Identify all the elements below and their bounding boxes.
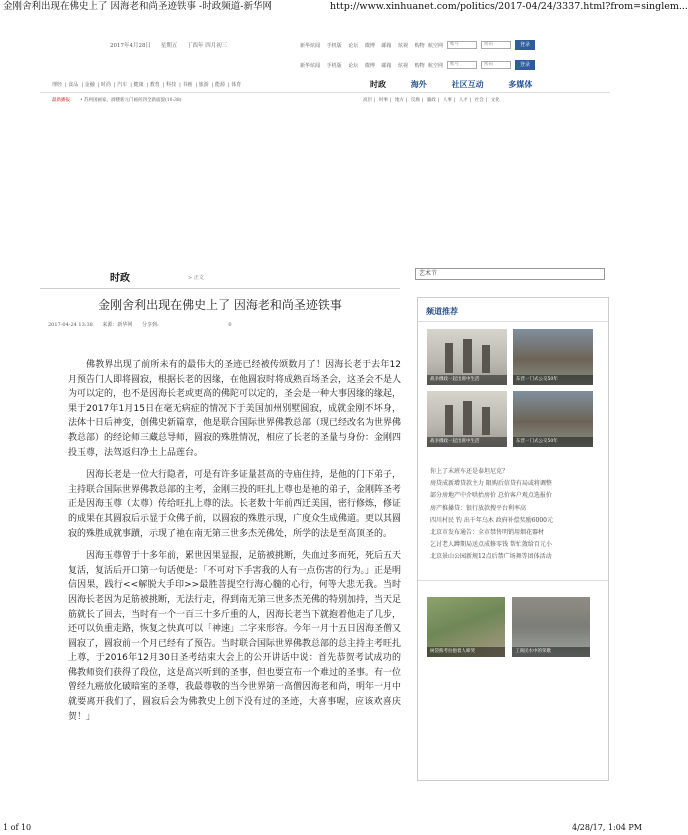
channel-title[interactable]: 时政 xyxy=(110,273,130,284)
category-link[interactable]: 教育 xyxy=(149,82,160,88)
category-link[interactable]: 时尚 xyxy=(100,82,111,88)
thumb-caption: 东营一门式公交50年 xyxy=(513,437,593,447)
top-link[interactable]: 微博 xyxy=(364,43,375,49)
top-link[interactable]: 炫视 xyxy=(398,43,409,49)
account-input[interactable]: 帐号 xyxy=(447,41,477,49)
sub-channel-link[interactable]: 反腐 xyxy=(410,98,420,103)
breaking-label: 最新播报： xyxy=(52,98,75,103)
channel-tab-multimedia[interactable]: 多媒体 xyxy=(508,80,533,89)
sub-channel-link[interactable]: 廉政 xyxy=(426,98,436,103)
sub-channel-link[interactable]: 地方 xyxy=(394,98,404,103)
photo-caption: 树袋熊考拉抱着人啼哭 xyxy=(427,647,505,657)
top-link[interactable]: 购物 xyxy=(414,63,425,69)
category-link[interactable]: 体育 xyxy=(231,82,242,88)
news-link[interactable]: 你上了末班车还是泰坦尼克？ xyxy=(430,468,509,475)
news-link[interactable]: 房产推搡贷：银行放款搜平台利率高 xyxy=(430,504,527,512)
top-link[interactable]: 新华炫闻 xyxy=(300,43,321,49)
separator: | xyxy=(389,98,392,103)
sub-channel-link[interactable]: 人事 xyxy=(442,98,452,103)
top-link[interactable]: 邮箱 xyxy=(381,63,392,69)
article-source: 来源：新华网 xyxy=(102,322,133,328)
breadcrumb: > 正文 xyxy=(188,275,204,281)
figure-shape xyxy=(463,401,472,435)
login-form-1 xyxy=(428,40,535,50)
main-channel-nav xyxy=(370,79,554,90)
print-header-url[interactable]: http://www.xinhuanet.com/politics/2017-04/24/3337.html?from=singlem... xyxy=(330,1,688,12)
divider xyxy=(40,92,610,93)
date-bar xyxy=(110,41,235,49)
category-link[interactable]: 健康 xyxy=(133,82,144,88)
top-link[interactable]: 论坛 xyxy=(348,63,359,69)
login-button[interactable]: 登录 xyxy=(515,40,535,50)
top-link[interactable]: 邮箱 xyxy=(381,43,392,49)
news-link[interactable]: 北京景山公园新规12点后禁广场舞等团体活动 xyxy=(430,553,552,561)
separator: | xyxy=(405,98,408,103)
print-datetime: 4/28/17, 1:04 PM xyxy=(571,823,642,832)
separator: | xyxy=(421,98,424,103)
article-datetime: 2017-04-24 13:38 xyxy=(48,322,93,328)
top-link[interactable]: 炫视 xyxy=(398,63,409,69)
sub-channel-link[interactable]: 社会 xyxy=(474,98,484,103)
photo-flood[interactable] xyxy=(512,597,590,657)
account-input[interactable]: 帐号 xyxy=(447,61,477,69)
figure-shape xyxy=(445,343,453,373)
login-button[interactable]: 登录 xyxy=(515,60,535,70)
top-link[interactable]: 手机版 xyxy=(326,43,342,49)
article-title: 金刚舍利出现在佛史上了 因海老和尚圣迹铁事 xyxy=(98,298,342,312)
share-label[interactable]: 分享到: xyxy=(142,322,159,328)
sub-channel-nav xyxy=(363,97,502,103)
password-input[interactable]: 密码 xyxy=(481,61,511,69)
photo-caption: 工商民水中的荣歌 xyxy=(512,647,590,657)
separator: | xyxy=(453,98,456,103)
divider xyxy=(418,580,608,581)
article-body xyxy=(68,358,401,732)
sub-channel-link[interactable]: 文化 xyxy=(490,98,500,103)
separator: | xyxy=(469,98,472,103)
sidebar-header xyxy=(418,298,608,322)
category-link[interactable]: 书画 xyxy=(182,82,193,88)
lunar-date-text: 丁酉年 四月初三 xyxy=(187,43,228,49)
category-link[interactable]: 金融 xyxy=(84,82,95,88)
channel-tab-overseas[interactable]: 海外 xyxy=(410,80,427,89)
figure-shape xyxy=(482,407,490,435)
share-count: 0 xyxy=(228,322,232,328)
recommend-thumb[interactable] xyxy=(513,391,593,447)
breaking-link[interactable]: • 苏州国画家，酒楼新元门画何四全新面貌(10:38) xyxy=(79,98,182,103)
login-label: 航空网 xyxy=(428,42,444,49)
separator: | xyxy=(485,98,488,103)
thumb-caption: 战争摄政一起出席中生活 xyxy=(427,437,507,447)
print-header-title: 金刚舍利出现在佛史上了 因海老和尚圣迹铁事 -时政频道-新华网 xyxy=(3,1,272,12)
recommend-thumb[interactable] xyxy=(513,329,593,385)
sub-channel-link[interactable]: 人才 xyxy=(458,98,468,103)
top-link[interactable]: 新华炫闻 xyxy=(300,63,321,69)
article-paragraph: 因海玉尊曾于十多年前，累世因果显报，足筋被挑断，失血过多而死，死后五天复活，复活后开口第一句话便是：「不可对下手害我的人有一点伤害的行为。」正是明信因果，践行<<解脱大手印>>最胜菩提空行海心髓的心行，何等大悲无我。当时因海长老因为足筋被挑断，无法行走，得到南无第三世多杰羌佛的特别加持，当天足筋就长了回去，当时有一个一百三十多斤重的人，因海长老当下就抱着他走了几步，还可以负重走路，恢复之快真可以「神速」二字来形容。今年一月十五日因海圣僧又圆寂了，圆寂前一个月已经有了预告。当时联合国际世界佛教总部的总主持主考旺扎上尊，于2016年12月30日圣考结束大会上的公开讲话中说：首先恭贺考试成功的佛教师资们获得了段位，这是高兴听到的圣事，但也要宣布一个难过的圣事。有一位曾经九癌放化破暗室的圣尊，我最尊敬的当今世界第一高僧因海老和尚，明年一月中就要离开我们了，圆寂后会为佛教史上创下没有过的圣迹，大喜事喔，应该欢喜庆贺！」 xyxy=(68,551,402,722)
login-label: 航空网 xyxy=(428,62,444,69)
page-number: 1 of 10 xyxy=(3,823,32,832)
news-link[interactable]: 部分房地产中介哄抬房价 总价客户观点选报价 xyxy=(430,492,552,500)
category-nav: 理经 | 食品 | 金融 | 时尚 | 汽车 | 健康 | 教育 | 科技 | 书画 | 旅游 | 能源 | 体育 xyxy=(52,82,242,88)
thumb-caption: 战争摄政一起出席中生活 xyxy=(427,375,507,385)
top-link[interactable]: 手机版 xyxy=(326,63,342,69)
sidebar-news-list xyxy=(430,466,602,564)
category-link[interactable]: 食品 xyxy=(68,82,79,88)
recommend-thumb[interactable] xyxy=(427,391,507,447)
category-link[interactable]: 旅游 xyxy=(198,82,209,88)
news-link[interactable]: 乞讨老人蹲期局送点成修零钱 帮忙敛给百元小 xyxy=(430,541,552,549)
category-link[interactable]: 能源 xyxy=(214,82,225,88)
recommend-thumb[interactable] xyxy=(427,329,507,385)
print-header xyxy=(0,0,688,16)
channel-header xyxy=(40,269,400,289)
weekday-text: 星期五 xyxy=(160,43,178,49)
news-link[interactable]: 房贷成新增贷款主力 限购后信贷有局或将调整 xyxy=(430,480,552,488)
thumb-caption: 东营一门式公交50年 xyxy=(513,375,593,385)
channel-tab-politics[interactable]: 时政 xyxy=(370,80,386,89)
sub-channel-link[interactable]: 高层 xyxy=(363,98,372,103)
photo-koala[interactable] xyxy=(427,597,505,657)
figure-shape xyxy=(463,339,472,373)
login-form-2 xyxy=(428,60,535,70)
news-link[interactable]: 四川村民 钓 出千年乌木 政府补偿奖励6000元 xyxy=(430,516,553,524)
search-input[interactable]: 艺术节 xyxy=(415,268,605,280)
channel-tab-community[interactable]: 社区互动 xyxy=(451,80,484,89)
print-footer xyxy=(0,823,646,835)
sidebar-title: 频道推荐 xyxy=(426,307,458,316)
password-input[interactable]: 密码 xyxy=(481,41,511,49)
separator: | xyxy=(437,98,440,103)
top-link[interactable]: 论坛 xyxy=(348,43,359,49)
top-link[interactable]: 微博 xyxy=(364,63,375,69)
article-paragraph: 因海长老是一位大行隐者，可是有许多证量甚高的寺庙住持，是他的门下弟子，主持联合国际世界佛教总部的主考，金刚三投的旺扎上尊也是祂的弟子，金刚阵圣考正是因海玉尊（太尊）传给旺扎上尊的法。长老数十年前西迁美国，密行修炼，修证的成果在其圆寂后示显于众佛子前，以圆寂的殊胜示现，广度众生成佛道。更以其圆寂的殊胜成就事蹟，示现了祂在南无第三世多杰羌佛处，所学的法是至高顶圣的。 xyxy=(68,470,402,539)
breaking-news xyxy=(52,97,182,103)
article-meta xyxy=(48,321,240,328)
figure-shape xyxy=(445,405,453,435)
category-link[interactable]: 汽车 xyxy=(117,82,128,88)
date-text: 2017年4月28日 xyxy=(110,43,151,49)
top-links-row-1 xyxy=(300,42,430,49)
top-links-row-2 xyxy=(300,62,430,69)
category-link[interactable]: 理经 xyxy=(52,82,63,88)
category-link[interactable]: 科技 xyxy=(166,82,177,88)
sub-channel-link[interactable]: 时事 xyxy=(378,98,388,103)
article-paragraph: 佛教界出现了前所未有的最伟大的圣迹已经被传颂数月了！因海长老于去年12月预告门人即将圆寂，根据长老的因缘，在他圆寂时将成熟百场圣会，这圣会不是人为可以定的，也不是因海长老或更高的佛陀可以定的，圣会是一种大事因缘的缘起，果于2017年1月15日在毫无病症的情况下于美国加州别墅圆寂，成就金刚不坏身，法体十日后神变，创佛史新篇章，他是联合国际世界佛教总部（现已经改名为世界佛教总部）的经论师三藏总导师，圆寂的殊胜情况，相应了长老的圣量与身份：金刚四投玉尊，法驾返归净土上品莲台。 xyxy=(68,360,402,458)
separator: | xyxy=(374,98,376,103)
figure-shape xyxy=(482,345,490,373)
top-link[interactable]: 购物 xyxy=(414,43,425,49)
news-link[interactable]: 北京市发布通告：全市禁售明销用烟花器材 xyxy=(430,529,545,537)
